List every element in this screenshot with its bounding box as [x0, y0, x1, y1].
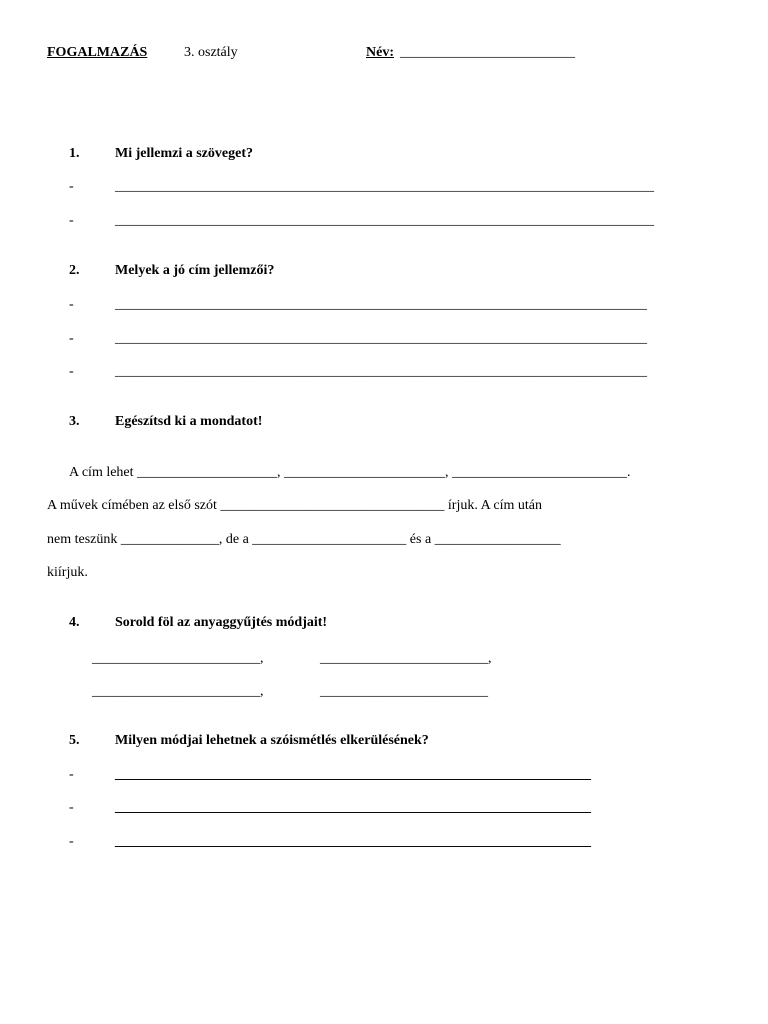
question-1-number: 1.: [69, 146, 80, 161]
fill-in-sentence-line: A cím lehet ____________________, _______________________, _________________________.: [69, 465, 631, 480]
answer-dash: -: [69, 834, 74, 849]
answer-dash: -: [69, 331, 74, 346]
answer-line: ____________________________________________________________________: [115, 800, 591, 815]
collection-method-blank: ________________________,: [320, 651, 492, 666]
name-blank: _________________________: [400, 45, 575, 60]
question-3-number: 3.: [69, 414, 80, 429]
worksheet-title: FOGALMAZÁS: [47, 45, 148, 60]
question-4-number: 4.: [69, 615, 80, 630]
fill-in-sentence-line: kiírjuk.: [47, 565, 88, 580]
question-2-number: 2.: [69, 263, 80, 278]
answer-line: _____________________________________________________________________________: [115, 179, 654, 194]
answer-dash: -: [69, 767, 74, 782]
question-5-text: Milyen módjai lehetnek a szóismétlés elkerülésének?: [115, 733, 429, 748]
answer-line: ____________________________________________________________________: [115, 834, 591, 849]
answer-dash: -: [69, 364, 74, 379]
fill-in-sentence-line: A művek címében az első szót ________________________________ írjuk. A cím után: [47, 498, 542, 513]
question-1-text: Mi jellemzi a szöveget?: [115, 146, 253, 161]
answer-dash: -: [69, 179, 74, 194]
question-5-number: 5.: [69, 733, 80, 748]
answer-dash: -: [69, 297, 74, 312]
answer-dash: -: [69, 213, 74, 228]
collection-method-blank: ________________________: [320, 684, 488, 699]
question-3-text: Egészítsd ki a mondatot!: [115, 414, 263, 429]
fill-in-sentence-line: nem teszünk ______________, de a ______________________ és a __________________: [47, 532, 561, 547]
answer-line: _____________________________________________________________________________: [115, 213, 654, 228]
name-label: Név:: [366, 45, 394, 60]
answer-line: ____________________________________________________________________________: [115, 331, 647, 346]
grade-label: 3. osztály: [184, 45, 238, 60]
answer-line: ____________________________________________________________________________: [115, 364, 647, 379]
question-4-text: Sorold föl az anyaggyűjtés módjait!: [115, 615, 328, 630]
answer-line: ____________________________________________________________________: [115, 767, 591, 782]
question-2-text: Melyek a jó cím jellemzői?: [115, 263, 275, 278]
answer-dash: -: [69, 800, 74, 815]
collection-method-blank: ________________________,: [92, 651, 264, 666]
collection-method-blank: ________________________,: [92, 684, 264, 699]
answer-line: ____________________________________________________________________________: [115, 297, 647, 312]
